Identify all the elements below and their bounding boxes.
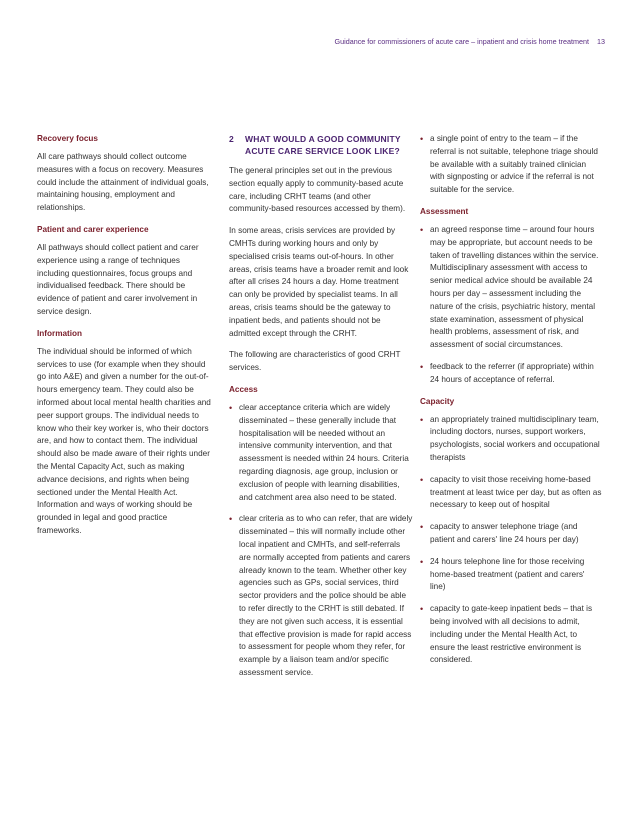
list-item: • a single point of entry to the team – if the referral is not suitable, telephone triage should be available with a suitably trained clinician with signposting or advice if the referral is not suitable for the service. [420,133,602,197]
list-item: • 24 hours telephone line for those receiving home-based treatment (patient and carers' line) [420,556,602,594]
recovery-focus-text: All care pathways should collect outcome measures with a focus on recovery. Measures could include the attainment of individual goals, maintaining housing, employment and relationships. [37,152,209,213]
section-title [229,133,413,157]
running-header [335,37,605,46]
access-list-continued [420,133,602,197]
access-list [229,402,413,680]
middle-column [229,133,413,689]
paragraph-3: The following are characteristics of good CRHT services. [229,350,401,373]
capacity-list [420,414,602,668]
capacity-heading: Capacity [420,396,455,406]
assessment-heading: Assessment [420,206,469,216]
list-item: • clear criteria as to who can refer, that are widely disseminated – this will normally include other local inpatient and CMHTs, and self-referrals are normally accepted from patients and carers already known to the team. Whether other key agencies such as GPs, social services, third sector providers and the police should be able to refer directly to the CRHT is still debated. If they are not given such access, it is essential that effective provision is made for rapid access to assessment for people whom they refer, for example by a liaison team and/or specific assessment service. [229,513,413,679]
patient-carer-experience-text: All pathways should collect patient and carer experience using a range of techniques including questionnaires, focus groups and individualised feedback. There should be evidence of patient and carer involvement in service design. [37,242,199,316]
information-heading: Information [37,328,83,338]
list-item: • capacity to gate-keep inpatient beds – that is being involved with all decisions to admit, including under the Mental Health Act, to ensure the least restrictive environment is considered. [420,603,602,667]
paragraph-2: In some areas, crisis services are provided by CMHTs during working hours and only by specialised crisis teams out-of-hours. In other areas, crisis teams have a broader remit and look after all crises 24 hours a day. Home treatment can only be provided by specialist teams. In all areas, crisis teams should be the gateway to inpatient beds, and patients should not be admitted except through the CRHT. [229,226,409,338]
section-number: 2 [229,134,234,144]
paragraph-1: The general principles set out in the previous section equally apply to community-based acute care, including CRHT teams (and other community-based resources accessed by them). [229,166,406,214]
assessment-list [420,224,602,387]
list-item: • capacity to visit those receiving home-based treatment at least twice per day, but as often as necessary to keep out of hospital [420,474,602,512]
list-item: • an agreed response time – around four hours may be appropriate, but account needs to be taken of travelling distances within the service. Multidisciplinary assessment with access to senior medical advice should be available 24 hours per day – assessment including the nature of the crisis, psychiatric history, mental state examination, assessment of physical health problems, assessment of risk, and assessment of social circumstances. [420,224,602,352]
running-title: Guidance for commissioners of acute care – inpatient and crisis home treatment [334,37,589,46]
left-column [37,133,213,547]
page-number: 13 [597,37,605,46]
recovery-focus-heading: Recovery focus [37,134,98,143]
right-column [420,133,602,676]
access-heading: Access [229,384,258,394]
list-item: • capacity to answer telephone triage (and patient and carers' line 24 hours per day) [420,521,602,547]
information-text: The individual should be informed of which services to use (for example when they should go into A&E) and given a number for the out-of-hours emergency team. They could also be informed about local mental health charities and peer support groups. The individual needs to know who their key worker is, who their doctors are, and how to contact them. The individual should also be made aware of their rights under the Mental Capacity Act, such as making advance decisions, and rights when being sectioned under the Mental Health Act. Information and ways of working should be grounded in legal and good practice frameworks. [37,346,211,535]
list-item: • feedback to the referrer (if appropriate) within 24 hours of acceptance of referral. [420,361,602,387]
section-title-text: WHAT WOULD A GOOD COMMUNITY ACUTE CARE SERVICE LOOK LIKE? [245,134,401,156]
list-item: • clear acceptance criteria which are widely disseminated – these generally include that hospitalisation will be needed without an intensive community intervention, and that assessment is needed within 24 hours. Criteria regarding diagnosis, age group, inclusion or exclusion of people with learning disabilities, and catchment area also need to be stated. [229,402,413,504]
patient-carer-experience-heading: Patient and carer experience [37,224,149,234]
list-item: • an appropriately trained multidisciplinary team, including doctors, nurses, support workers, psychologists, social workers and occupational therapists [420,414,602,465]
